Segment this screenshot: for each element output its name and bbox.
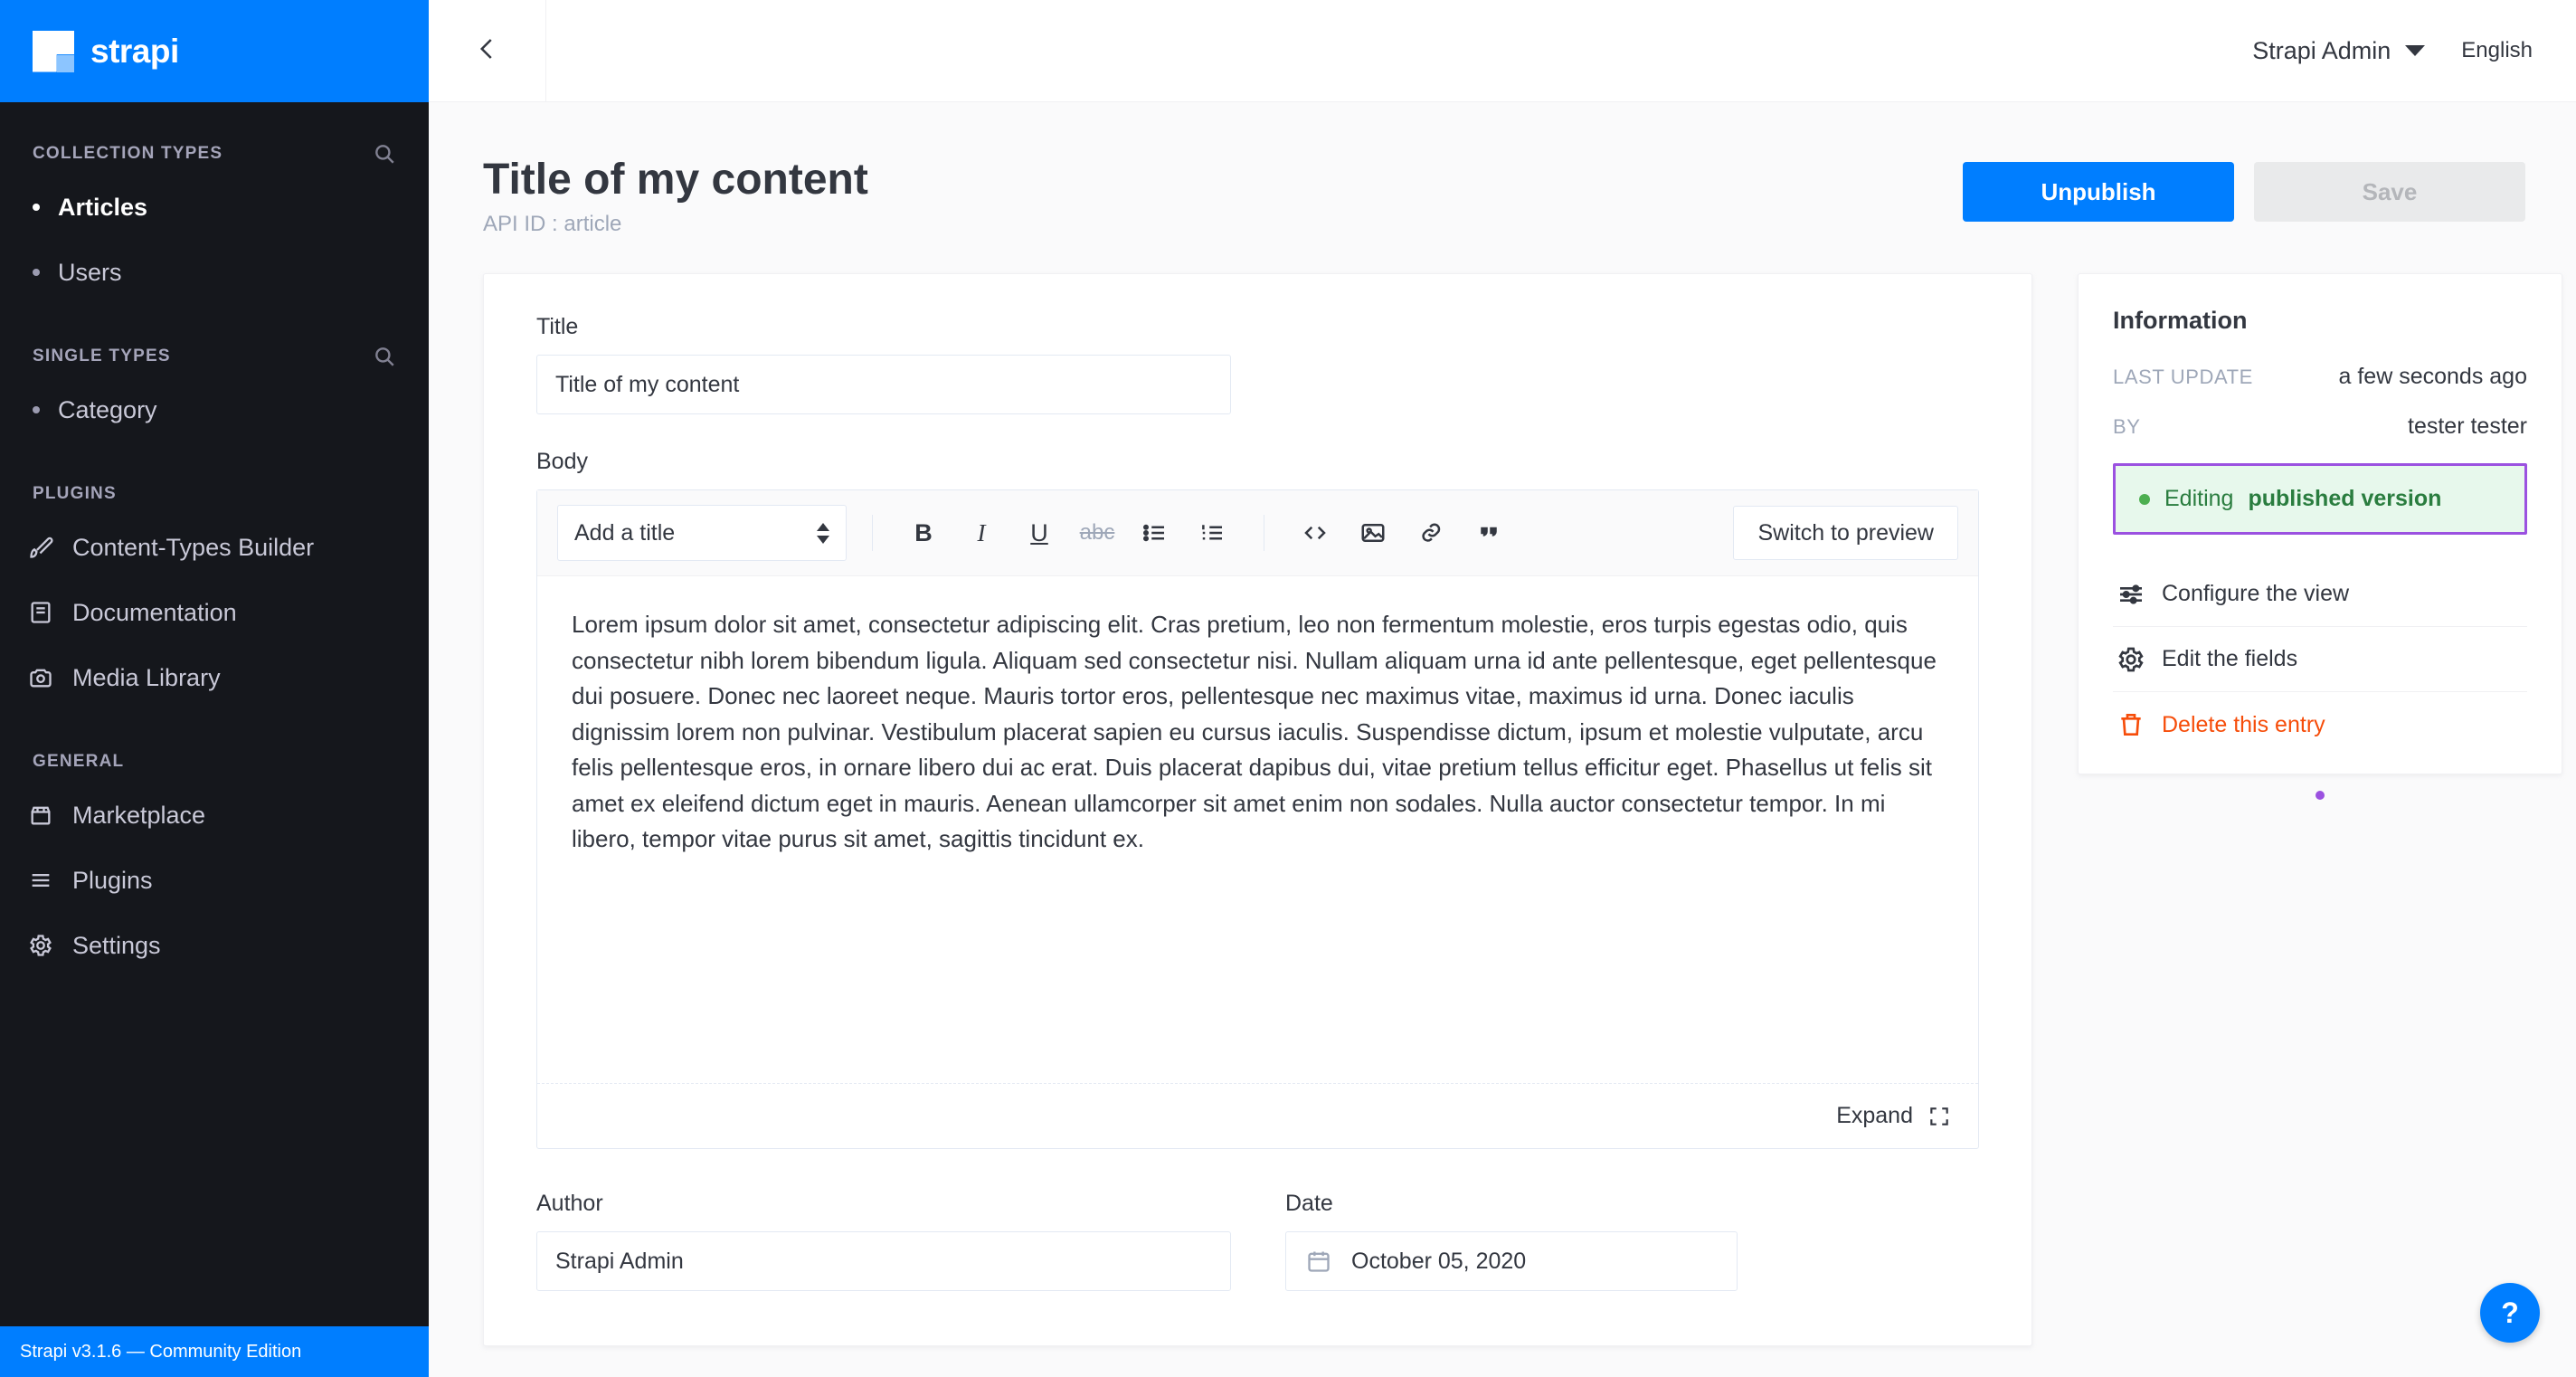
date-field-label: Date (1285, 1191, 1333, 1217)
bullet-icon (33, 406, 40, 413)
sidebar-item-label: Media Library (72, 663, 221, 691)
entry-form-card (483, 273, 2032, 1346)
body-field-label: Body (536, 449, 588, 475)
topbar (429, 0, 2576, 102)
sidebar-item-settings[interactable] (0, 913, 429, 978)
sidebar-item-label: Plugins (72, 866, 153, 894)
edit-the-fields-link[interactable] (2113, 627, 2527, 692)
information-links (2113, 562, 2527, 757)
page-title: Title of my content (483, 156, 868, 204)
unpublish-button[interactable]: Unpublish (1963, 162, 2234, 222)
help-button[interactable]: ? (2480, 1283, 2540, 1343)
section-header-general (0, 748, 429, 775)
numbered-list-icon[interactable] (1188, 508, 1238, 557)
info-value: tester tester (2408, 413, 2527, 440)
info-key: BY (2113, 414, 2141, 438)
gear-icon (27, 932, 54, 959)
sidebar-item-label: Settings (72, 931, 161, 959)
link-icon[interactable] (1406, 508, 1456, 557)
title-field-label: Title (536, 314, 579, 340)
underline-button[interactable]: U (1030, 518, 1048, 546)
wysiwyg-editor (536, 489, 1979, 1149)
editing-version-banner[interactable] (2113, 463, 2527, 535)
link-label: Configure the view (2162, 581, 2350, 607)
code-icon[interactable] (1290, 508, 1340, 557)
date-input[interactable] (1285, 1231, 1738, 1291)
api-id-label: API ID : article (483, 212, 622, 237)
admin-user-menu[interactable] (2252, 37, 2425, 65)
text-style-group (898, 508, 1238, 557)
book-icon (27, 599, 54, 626)
italic-button[interactable]: I (977, 518, 986, 546)
strapi-logo-icon (33, 31, 74, 72)
editing-prefix: Editing (2164, 486, 2234, 512)
chevron-down-icon (2405, 45, 2425, 56)
link-label: Edit the fields (2162, 646, 2298, 672)
sidebar-item-label: Articles (58, 193, 148, 221)
highlight-marker (2316, 791, 2325, 800)
form-column (483, 273, 2032, 1346)
language-selector[interactable]: English (2461, 38, 2533, 62)
header-actions (1963, 155, 2525, 222)
heading-style-select[interactable] (557, 505, 847, 561)
sidebar (0, 0, 429, 1377)
toolbar-divider (872, 515, 873, 551)
section-title: SINGLE TYPES (33, 347, 171, 366)
author-input[interactable] (536, 1231, 1231, 1291)
sidebar-item-label: Documentation (72, 598, 237, 626)
info-row-last-update (2113, 364, 2527, 390)
configure-the-view-link[interactable] (2113, 562, 2527, 627)
page-header (429, 102, 2576, 237)
sidebar-item-label: Content-Types Builder (72, 533, 315, 561)
author-field-label: Author (536, 1191, 603, 1217)
field-date (1285, 1191, 1738, 1291)
information-title: Information (2113, 307, 2248, 335)
trash-icon (2117, 710, 2145, 739)
date-value: October 05, 2020 (1351, 1248, 1527, 1274)
status-dot-icon (2139, 494, 2150, 505)
sidebar-item-content-types-builder[interactable] (0, 515, 429, 580)
content-columns (429, 237, 2576, 1346)
sidebar-item-plugins[interactable] (0, 848, 429, 913)
main-area (429, 0, 2576, 1377)
bullet-icon (33, 269, 40, 276)
expand-label: Expand (1836, 1103, 1913, 1129)
section-header-single-types (0, 343, 429, 370)
editor-expand-button[interactable] (537, 1083, 1978, 1148)
chevron-left-icon (474, 35, 501, 67)
field-author (536, 1191, 1231, 1291)
save-button[interactable]: Save (2254, 162, 2525, 222)
bullet-icon (33, 204, 40, 211)
photo-icon (27, 664, 54, 691)
switch-to-preview-button[interactable]: Switch to preview (1733, 506, 1958, 560)
bulleted-list-icon[interactable] (1130, 508, 1180, 557)
sidebar-item-documentation[interactable] (0, 580, 429, 645)
information-card (2078, 273, 2562, 774)
shop-icon (27, 802, 54, 829)
editing-version: published version (2248, 486, 2442, 512)
section-title: GENERAL (33, 752, 125, 771)
sidebar-item-users[interactable] (0, 240, 429, 305)
calendar-icon (1306, 1249, 1331, 1274)
section-title: COLLECTION TYPES (33, 144, 223, 163)
section-header-plugins (0, 480, 429, 508)
sidebar-item-label: Marketplace (72, 801, 206, 829)
field-title (536, 314, 1979, 414)
sidebar-item-label: Category (58, 395, 157, 423)
stepper-icon (817, 523, 829, 544)
strikethrough-button[interactable]: abc (1079, 520, 1115, 546)
image-icon[interactable] (1348, 508, 1398, 557)
link-label: Delete this entry (2162, 711, 2325, 737)
insert-group (1290, 508, 1514, 557)
info-key: LAST UPDATE (2113, 365, 2253, 388)
section-header-collection-types (0, 140, 429, 167)
search-icon[interactable] (373, 345, 396, 368)
quote-icon[interactable] (1463, 508, 1514, 557)
heading-style-value: Add a title (574, 519, 676, 546)
information-column (2078, 273, 2562, 1346)
brand-name: strapi (90, 32, 179, 70)
info-value: a few seconds ago (2338, 364, 2527, 390)
gear-icon (2117, 645, 2145, 674)
bold-button[interactable]: B (914, 518, 933, 546)
sidebar-item-label: Users (58, 258, 122, 286)
delete-this-entry-link[interactable] (2113, 692, 2527, 757)
sidebar-item-marketplace[interactable] (0, 783, 429, 848)
brush-icon (27, 534, 54, 561)
sidebar-version-footer: Strapi v3.1.6 — Community Edition (0, 1326, 429, 1377)
back-button[interactable] (429, 0, 546, 102)
title-input[interactable] (536, 355, 1231, 414)
info-row-by (2113, 413, 2527, 440)
search-icon[interactable] (373, 142, 396, 166)
expand-icon (1927, 1105, 1951, 1128)
sidebar-item-category[interactable] (0, 377, 429, 442)
field-body (536, 449, 1979, 1149)
editor-toolbar (537, 490, 1978, 576)
list-icon (27, 867, 54, 894)
admin-user-label: Strapi Admin (2252, 36, 2391, 64)
sliders-icon (2117, 580, 2145, 609)
editor-content[interactable]: Lorem ipsum dolor sit amet, consectetur adipiscing elit. Cras pretium, leo non fermentum molestie, eros turpis egestas odio, quis consectetur nibh lorem bibendum ligula. Aliquam sed consectetur nisi. Nullam aliquam urna id ante pellentesque, eget pellentesque dui posuere. Donec nec laoreet neque. Mauris tortor eros, pellentesque nec maximus vitae, maximus id urna. Donec iaculis dignissim lorem non pulvinar. Vestibulum placerat sapien eu cursus iaculis. Suspendisse dictum, ipsum et molestie vulputate, arcu felis pellentesque eros, in ornare libero dui ac erat. Duis placerat dapibus dui, vitae pretium tellus efficitur eget. Phasellus ut felis sit amet ex eleifend dictum eget in mauris. Aenean ullamcorper sit amet enim non sodales. Nulla auctor consectetur tempor. In mi libero, tempor vitae purus sit amet, sagittis tincidunt ex. (572, 611, 1937, 853)
section-title: PLUGINS (33, 484, 117, 503)
sidebar-item-media-library[interactable] (0, 645, 429, 710)
brand-logo-area[interactable] (0, 0, 429, 102)
author-date-row (536, 1191, 1979, 1291)
sidebar-item-articles[interactable] (0, 175, 429, 240)
